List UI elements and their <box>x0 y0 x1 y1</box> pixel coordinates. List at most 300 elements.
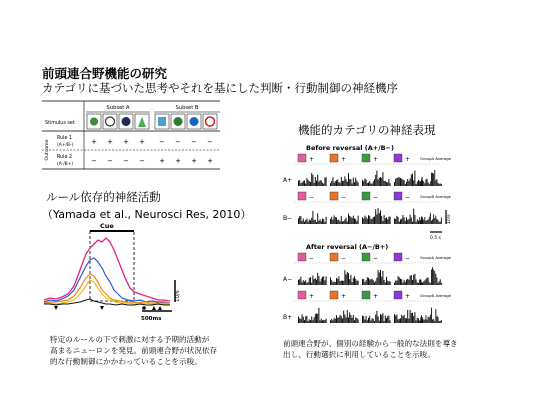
histogram-bar <box>342 281 343 285</box>
histogram-bar <box>372 279 373 285</box>
histogram-bar <box>324 222 325 224</box>
histogram-bar <box>373 319 374 323</box>
stimulus-set-label: Stimulus set <box>45 121 75 126</box>
histogram-bar <box>382 313 383 323</box>
histogram-bar <box>384 181 385 186</box>
average-histogram-bar <box>441 320 442 323</box>
histogram-bar <box>379 213 380 224</box>
histogram-bar <box>396 314 397 323</box>
histogram-bar <box>398 177 399 186</box>
average-histogram-bar <box>423 220 424 224</box>
histogram-bar <box>312 320 313 323</box>
average-histogram-bar <box>428 182 429 186</box>
average-histogram-bar <box>431 270 432 285</box>
right-section-heading: 機能的カテゴリの神経表現 <box>298 123 436 137</box>
histogram-bar <box>417 318 418 323</box>
histogram-bar <box>303 181 304 186</box>
average-histogram-bar <box>429 317 430 323</box>
average-histogram-bar <box>433 173 434 186</box>
histogram-bar <box>311 218 312 224</box>
histogram-bar <box>336 278 337 285</box>
average-histogram-bar <box>423 320 424 323</box>
histogram-bar <box>413 180 414 186</box>
histogram-bar <box>369 181 370 186</box>
group-average-label: GroupA Average <box>420 156 451 161</box>
histogram-bar <box>402 316 403 323</box>
average-histogram-bar <box>429 184 430 186</box>
average-histogram-bar <box>421 315 422 323</box>
average-histogram-bar <box>423 281 424 285</box>
histogram-bar <box>335 217 336 224</box>
histogram-bar <box>408 319 409 323</box>
histogram-bar <box>376 278 377 285</box>
outcome-sign: − <box>341 194 347 201</box>
histogram-bar <box>396 281 397 285</box>
histogram-bar <box>322 183 323 186</box>
histogram-bar <box>304 320 305 323</box>
histogram-bar <box>363 316 364 323</box>
reversal-figure <box>280 140 450 335</box>
histogram-bar <box>417 181 418 186</box>
histogram-bar <box>407 179 408 186</box>
average-histogram-bar <box>432 267 433 285</box>
left-caption <box>50 334 217 367</box>
histogram-bar <box>395 281 396 285</box>
stimulus-thumbnail <box>330 291 338 299</box>
histogram-bar <box>300 319 301 323</box>
row-label: B− <box>283 215 293 222</box>
average-histogram-bar <box>430 283 431 285</box>
histogram-bar <box>322 320 323 323</box>
average-histogram-bar <box>440 321 441 323</box>
histogram-bar <box>340 281 341 285</box>
average-histogram-bar <box>437 179 438 186</box>
histogram-bar <box>300 277 301 285</box>
row-label: B+ <box>283 314 293 321</box>
histogram-bar <box>350 315 351 323</box>
average-histogram-bar <box>435 216 436 224</box>
histogram-bar <box>315 177 316 186</box>
histogram-bar <box>368 278 369 285</box>
average-histogram-bar <box>438 183 439 186</box>
histogram-bar <box>310 220 311 224</box>
stimulus-thumbnail <box>362 291 370 299</box>
histogram-bar <box>342 318 343 323</box>
histogram-bar <box>346 274 347 285</box>
histogram-bar <box>412 174 413 186</box>
trace-magenta <box>44 238 170 301</box>
stimulus-thumbnail <box>394 192 402 200</box>
histogram-bar <box>406 217 407 224</box>
average-histogram-bar <box>426 315 427 323</box>
outcome-sign: + <box>207 157 213 165</box>
rule1-label: Rule 1 <box>57 136 73 141</box>
histogram-bar <box>312 175 313 186</box>
average-histogram-bar <box>430 213 431 224</box>
histogram-bar <box>362 217 363 224</box>
rule2-sub: (A-/B+) <box>57 162 74 167</box>
histogram-bar <box>381 315 382 323</box>
histogram-bar <box>324 177 325 186</box>
histogram-bar <box>303 280 304 285</box>
histogram-bar <box>411 313 412 323</box>
histogram-bar <box>354 276 355 285</box>
average-histogram-bar <box>429 282 430 285</box>
histogram-bar <box>323 276 324 285</box>
histogram-bar <box>356 281 357 285</box>
histogram-bar <box>401 279 402 285</box>
caption-line: 的な行動制御にかかわっていることを示唆。 <box>50 357 202 366</box>
caption-line: 出し、行動選択に利用していることを示唆。 <box>283 350 435 359</box>
histogram-bar <box>358 319 359 323</box>
histogram-bar <box>306 178 307 186</box>
histogram-bar <box>320 219 321 224</box>
histogram-bar <box>309 278 310 285</box>
histogram-bar <box>398 319 399 323</box>
histogram-bar <box>318 308 319 323</box>
stimulus-icon <box>119 114 133 129</box>
histogram-bar <box>346 317 347 323</box>
histogram-bar <box>344 219 345 224</box>
histogram-bar <box>304 222 305 224</box>
histogram-bar <box>400 279 401 285</box>
histogram-bar <box>402 215 403 224</box>
rule1-signs <box>91 138 213 146</box>
histogram-bar <box>390 217 391 224</box>
histogram-bar <box>399 222 400 224</box>
histogram-bar <box>305 183 306 186</box>
histogram-bar <box>388 179 389 186</box>
histogram-bar <box>343 181 344 186</box>
stimulus-thumbnail <box>298 253 306 261</box>
average-histogram-bar <box>431 221 432 224</box>
histogram-bar <box>330 277 331 285</box>
histogram-bar <box>381 178 382 186</box>
histogram-bar <box>408 181 409 186</box>
outcome-sign: + <box>159 157 165 165</box>
outcome-sign: − <box>191 138 197 146</box>
histogram-bar <box>362 316 363 323</box>
histogram-bar <box>395 219 396 224</box>
histogram-bar <box>373 217 374 224</box>
histogram-bar <box>337 279 338 285</box>
histogram-bar <box>343 311 344 323</box>
histogram-bar <box>331 280 332 285</box>
rule1-sub: (A+/B-) <box>57 143 74 148</box>
average-histogram-bar <box>428 219 429 224</box>
histogram-bar <box>336 315 337 323</box>
histogram-bar <box>311 173 312 186</box>
caption-line: 特定のルールの下で刺激に対する予期的活動が <box>50 335 210 344</box>
histogram-bar <box>408 280 409 285</box>
histogram-bar <box>298 181 299 186</box>
histogram-bar <box>335 282 336 285</box>
outcome-sign: − <box>91 157 97 165</box>
histogram-bar <box>363 181 364 186</box>
histogram-bar <box>322 277 323 285</box>
histogram-bar <box>364 282 365 285</box>
histogram-bar <box>363 219 364 224</box>
histogram-bar <box>402 180 403 186</box>
histogram-bar <box>405 282 406 285</box>
histogram-bar <box>407 279 408 285</box>
stimulus-icon <box>187 114 201 129</box>
histogram-bar <box>303 317 304 323</box>
histogram-bar <box>378 208 379 224</box>
histogram-bar <box>317 314 318 323</box>
histogram-bar <box>334 183 335 186</box>
histogram-bar <box>370 279 371 285</box>
histogram-bar <box>378 179 379 186</box>
histogram-bar <box>298 280 299 285</box>
outcome-sign: − <box>405 194 411 201</box>
histogram-bar <box>385 181 386 186</box>
histogram-bar <box>317 175 318 186</box>
average-histogram-bar <box>441 184 442 186</box>
histogram-bar <box>347 272 348 285</box>
histogram-bar <box>366 280 367 285</box>
stimulus-thumbnail <box>298 291 306 299</box>
histogram-bar <box>380 177 381 186</box>
average-histogram-bar <box>426 221 427 224</box>
histogram-bar <box>310 277 311 285</box>
histogram-bar <box>387 281 388 285</box>
histogram-bar <box>326 276 327 285</box>
outcome-sign: + <box>191 157 197 165</box>
histogram-bar <box>399 319 400 323</box>
histogram-bar <box>310 320 311 323</box>
subset-b-label: Subset B <box>175 105 199 111</box>
histogram-bar <box>300 216 301 224</box>
histogram-bar <box>364 216 365 224</box>
average-histogram-bar <box>438 283 439 285</box>
outcome-sign: + <box>341 156 347 163</box>
histogram-bar <box>298 317 299 323</box>
histogram-bar <box>387 219 388 224</box>
histogram-bar <box>394 218 395 224</box>
histogram-bar <box>369 316 370 323</box>
histogram-bar <box>356 221 357 224</box>
average-histogram-bar <box>424 217 425 224</box>
average-histogram-bar <box>421 217 422 224</box>
histogram-bar <box>388 217 389 224</box>
histogram-bar <box>299 216 300 224</box>
average-histogram-bar <box>437 316 438 323</box>
histogram-bar <box>390 320 391 323</box>
histogram-bar <box>414 215 415 224</box>
outcome-sign: − <box>107 157 113 165</box>
histogram-bar <box>353 178 354 186</box>
histogram-bar <box>382 271 383 285</box>
average-histogram-bar <box>431 308 432 323</box>
average-histogram-bar <box>438 317 439 323</box>
outcome-sign: + <box>341 293 347 300</box>
histogram-bar <box>303 219 304 224</box>
histogram-bar <box>416 280 417 285</box>
histogram-bar <box>418 283 419 285</box>
histogram-bar <box>353 278 354 285</box>
histogram-bar <box>308 321 309 323</box>
histogram-bar <box>362 180 363 186</box>
histogram-bar <box>344 270 345 285</box>
histogram-bar <box>318 221 319 224</box>
histogram-bar <box>300 183 301 186</box>
histogram-bar <box>326 217 327 224</box>
histogram-bar <box>387 316 388 323</box>
histogram-bar <box>396 216 397 224</box>
histogram-bar <box>406 318 407 323</box>
outcome-sign: − <box>405 255 411 262</box>
histogram-bar <box>343 221 344 224</box>
histogram-bar <box>309 319 310 323</box>
histogram-bar <box>411 174 412 186</box>
average-histogram-bar <box>438 220 439 224</box>
histogram-bar <box>376 214 377 224</box>
histogram-bar <box>330 219 331 224</box>
histogram-bar <box>336 218 337 224</box>
histogram-bar <box>316 280 317 285</box>
psth-figure <box>42 220 182 322</box>
histogram-bar <box>340 315 341 323</box>
histogram-bar <box>350 179 351 186</box>
histogram-bar <box>396 178 397 186</box>
histogram-bar <box>299 318 300 323</box>
average-histogram-bar <box>434 170 435 186</box>
histogram-bar <box>369 279 370 285</box>
histogram-bar <box>376 311 377 323</box>
histogram-bar <box>309 220 310 224</box>
average-histogram-bar <box>434 321 435 323</box>
histogram-bar <box>372 318 373 323</box>
right-caption <box>283 338 458 360</box>
average-histogram-bar <box>434 218 435 224</box>
histogram-bar <box>390 183 391 186</box>
histogram-bar <box>341 281 342 285</box>
histogram-bar <box>381 216 382 224</box>
histogram-bar <box>418 180 419 186</box>
outcome-label: Outcome <box>45 139 50 161</box>
histogram-bar <box>312 275 313 285</box>
histogram-bar <box>399 277 400 285</box>
histogram-bar <box>308 222 309 224</box>
histogram-bar <box>305 280 306 285</box>
histogram-bar <box>380 314 381 323</box>
histogram-bar <box>305 316 306 323</box>
outcome-sign: − <box>309 255 315 262</box>
average-histogram-bar <box>424 183 425 186</box>
histogram-bar <box>386 277 387 285</box>
histogram-bar <box>354 182 355 186</box>
average-histogram-bar <box>440 222 441 224</box>
histogram-bar <box>347 182 348 186</box>
histogram-bar <box>311 283 312 285</box>
histogram-bar <box>416 184 417 186</box>
histogram-bar <box>368 182 369 186</box>
histogram-bar <box>316 222 317 224</box>
histogram-bar <box>332 320 333 323</box>
average-histogram-bar <box>435 180 436 186</box>
histogram-bar <box>341 216 342 224</box>
histogram-bar <box>302 314 303 323</box>
histogram-bar <box>352 318 353 323</box>
histogram-bar <box>416 320 417 323</box>
histogram-bar <box>348 214 349 224</box>
histogram-bar <box>401 315 402 323</box>
histogram-bar <box>354 218 355 224</box>
histogram-bar <box>334 215 335 224</box>
histogram-bar <box>337 318 338 323</box>
histogram-bar <box>386 217 387 224</box>
average-histogram-bar <box>439 184 440 186</box>
histogram-bar <box>370 219 371 224</box>
histogram-bar <box>349 179 350 186</box>
outcome-sign: + <box>309 156 315 163</box>
histogram-bar <box>324 320 325 323</box>
histogram-bar <box>412 280 413 285</box>
outcome-sign: + <box>373 293 379 300</box>
histogram-bar <box>379 178 380 186</box>
histogram-bar <box>375 209 376 224</box>
histogram-bar <box>384 280 385 285</box>
outcome-sign: − <box>341 255 347 262</box>
histogram-bar <box>369 216 370 224</box>
histogram-bar <box>411 275 412 285</box>
average-histogram-bar <box>434 271 435 285</box>
histogram-bar <box>400 318 401 323</box>
histogram-bar <box>368 215 369 224</box>
histogram-bar <box>385 218 386 224</box>
average-histogram-bar <box>430 182 431 186</box>
average-histogram-bar <box>439 281 440 285</box>
histogram-bar <box>375 175 376 186</box>
histogram-bar <box>330 320 331 323</box>
outcome-sign: + <box>175 157 181 165</box>
histogram-bar <box>374 282 375 285</box>
histogram-bar <box>362 279 363 285</box>
outcome-sign: − <box>309 194 315 201</box>
histogram-bar <box>378 270 379 285</box>
histogram-bar <box>385 282 386 285</box>
histogram-bar <box>405 221 406 224</box>
average-histogram-bar <box>423 181 424 186</box>
histogram-bar <box>315 220 316 224</box>
rule2-signs <box>91 157 213 165</box>
histogram-bar <box>386 318 387 323</box>
histogram-bar <box>321 181 322 186</box>
histogram-bar <box>312 211 313 224</box>
average-histogram-bar <box>439 321 440 323</box>
histogram-bar <box>412 222 413 224</box>
histogram-bar <box>404 280 405 285</box>
histogram-bar <box>400 178 401 186</box>
histogram-bar <box>346 218 347 224</box>
outcome-sign: + <box>309 293 315 300</box>
scale-rate-label: 10/s <box>447 214 452 224</box>
histogram-bar <box>358 281 359 285</box>
histogram-bar <box>298 218 299 224</box>
histogram-bar <box>395 315 396 323</box>
histogram-bar <box>388 281 389 285</box>
histogram-bar <box>306 219 307 224</box>
histogram-bar <box>414 312 415 323</box>
histogram-bar <box>364 179 365 186</box>
average-histogram-bar <box>429 217 430 224</box>
histogram-bar <box>406 182 407 186</box>
average-histogram-bar <box>420 181 421 186</box>
average-histogram-bar <box>437 278 438 285</box>
histogram-bar <box>407 220 408 224</box>
histogram-bar <box>405 318 406 323</box>
